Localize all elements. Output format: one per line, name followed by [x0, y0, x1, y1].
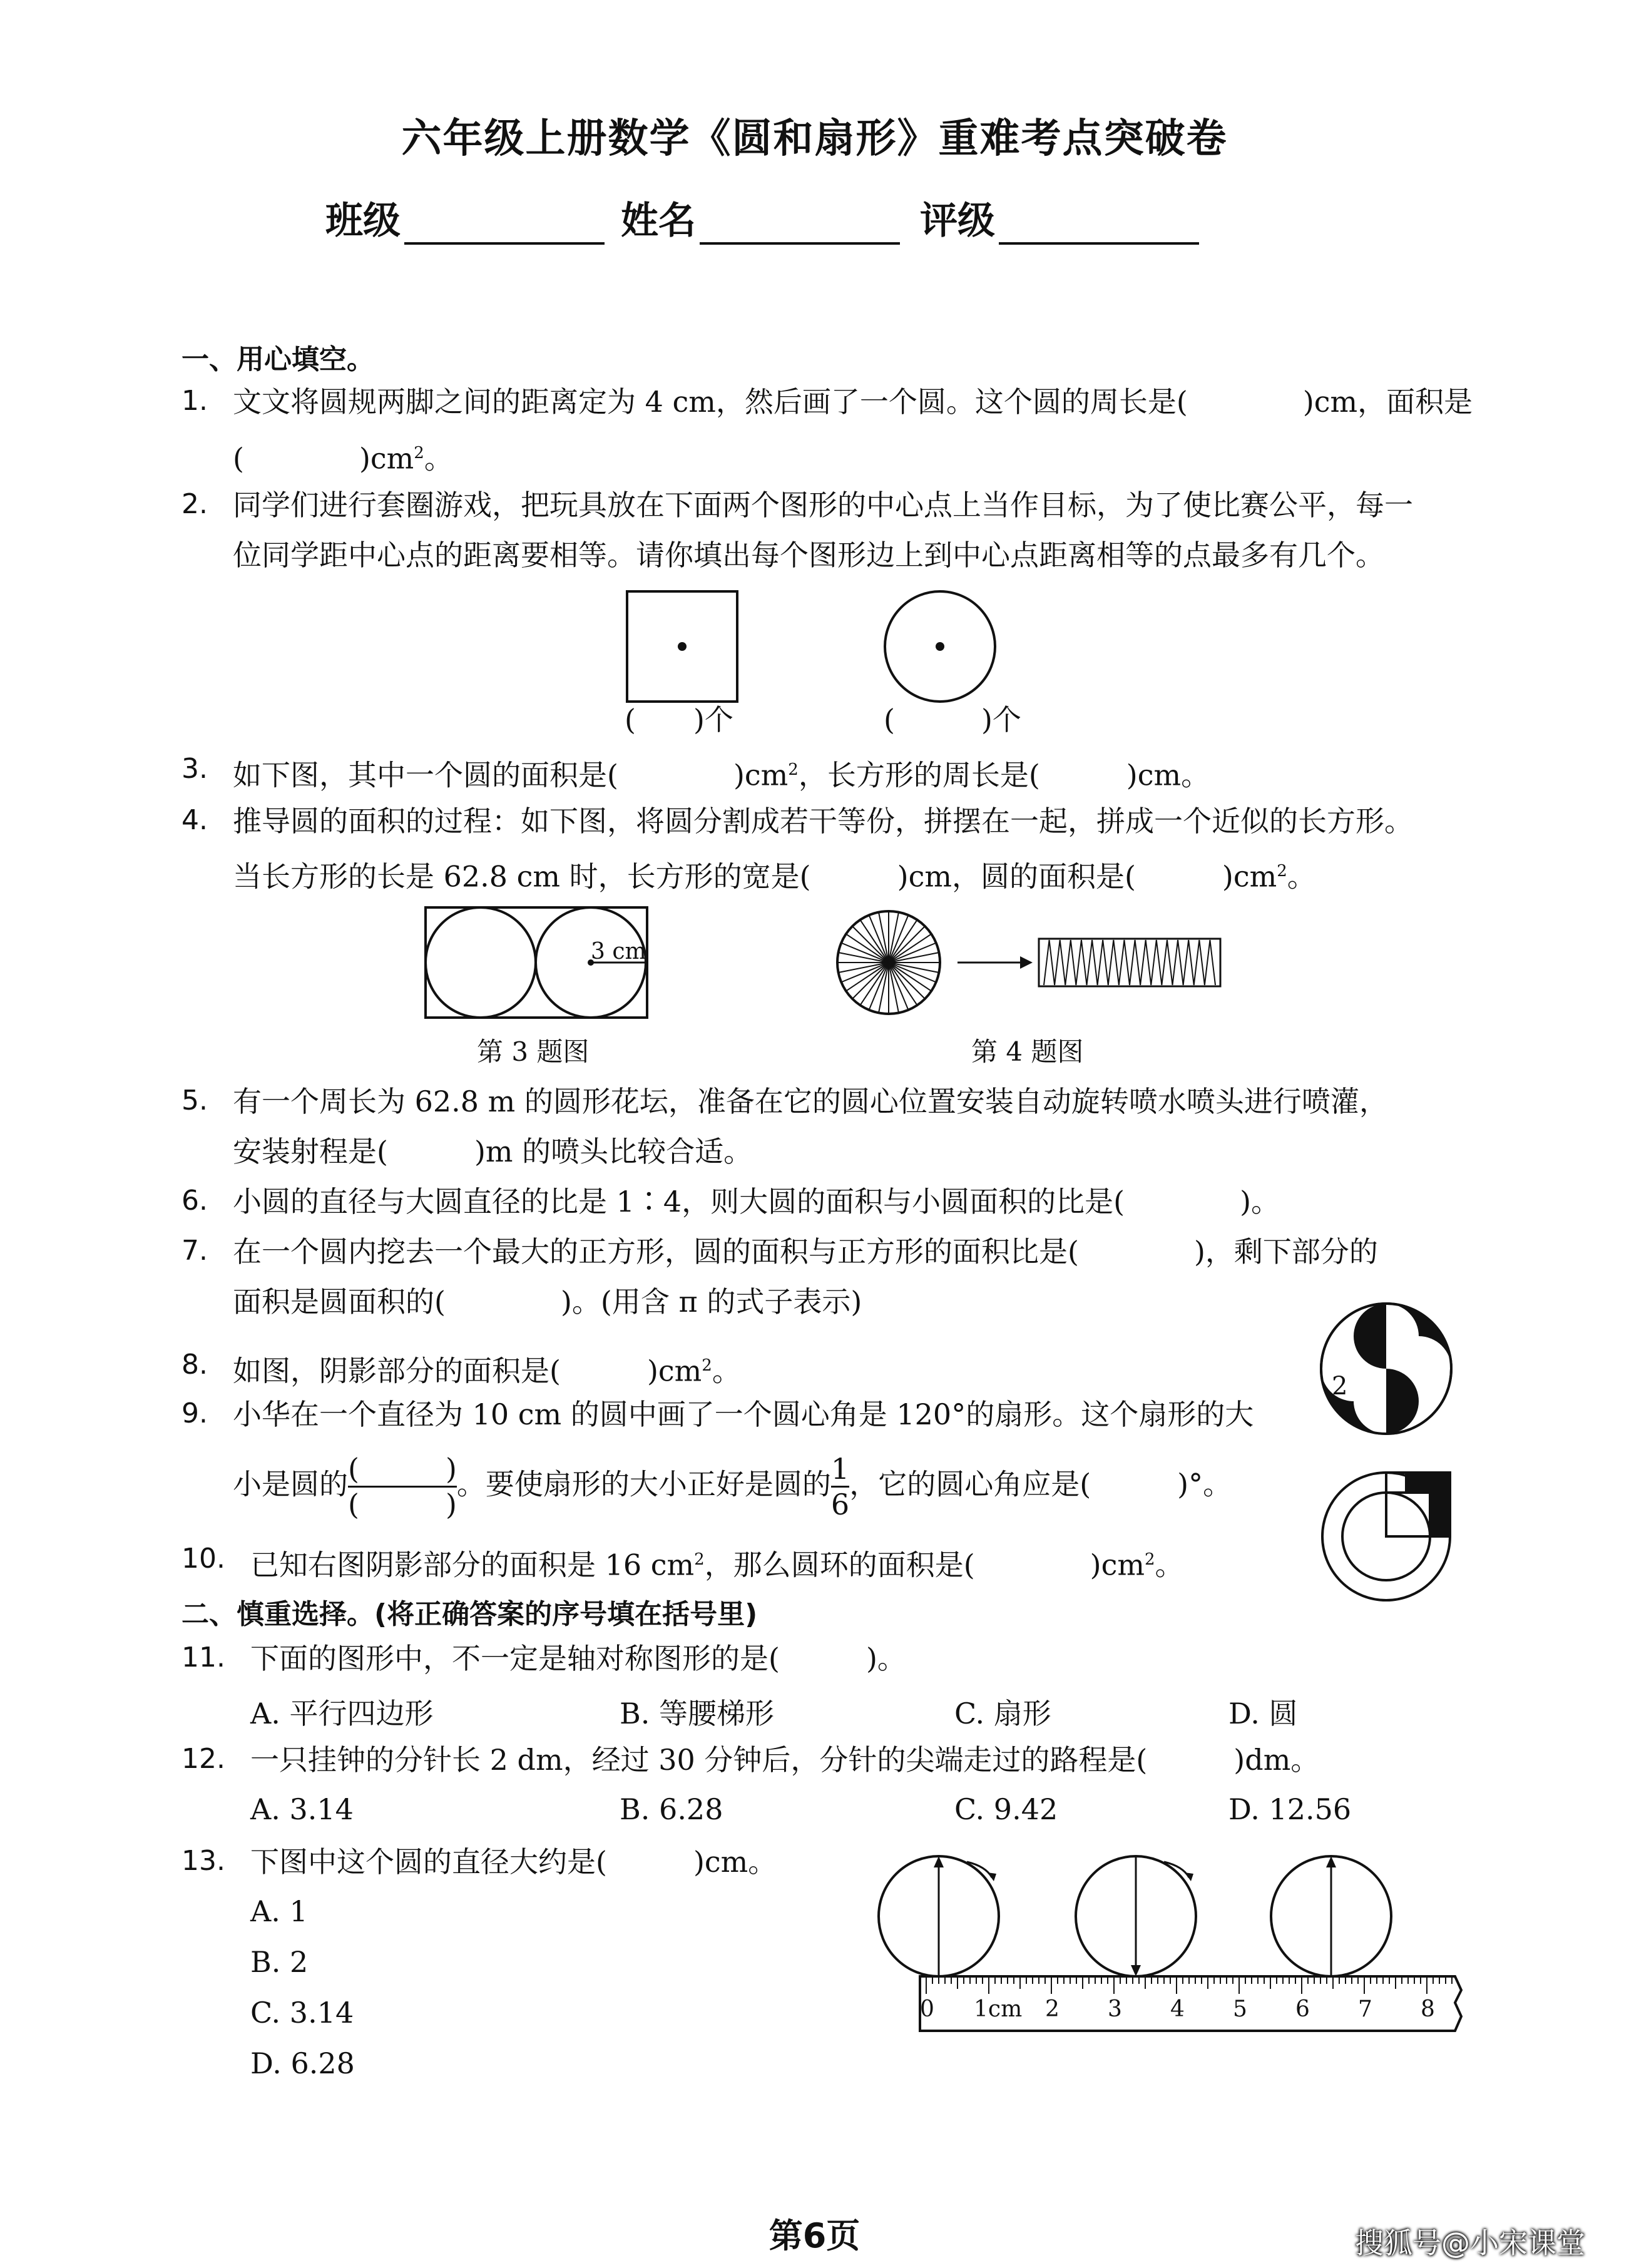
q13-option-a[interactable]: A. 1	[250, 1894, 308, 1928]
q10-text: 已知右图阴影部分的面积是 16 cm	[250, 1548, 695, 1582]
q9-line1: 小华在一个直径为 10 cm 的圆中画了一个圆心角是 120°的扇形。这个扇形的大	[233, 1397, 1254, 1431]
q2-line1: 同学们进行套圈游戏，把玩具放在下面两个图形的中心点上当作目标，为了使比赛公平，每一	[233, 488, 1413, 522]
q1-sup: 2	[414, 444, 424, 462]
q12-line: 一只挂钟的分针长 2 dm，经过 30 分钟后，分针的尖端走过的路程是( )dm。	[250, 1743, 1320, 1777]
q11-number: 11.	[181, 1642, 225, 1673]
q13-ruler-label: 7	[1358, 1996, 1372, 2022]
q7-line2: 面积是圆面积的( )。(用含 π 的式子表示)	[233, 1285, 862, 1319]
q13-ruler-label: 5	[1233, 1996, 1247, 2022]
q10-sup: 2	[694, 1550, 705, 1569]
class-label: 班级	[325, 199, 401, 243]
name-label: 姓名	[621, 199, 696, 243]
watermark: 搜狐号@小宋课堂	[1355, 2226, 1585, 2260]
q2-blank2[interactable]: ( )个	[884, 703, 1021, 737]
q13-ruler-label: 1cm	[974, 1996, 1023, 2022]
q1-line2-end: 。	[424, 441, 453, 476]
q3-text2: ，长方形的周长是( )cm。	[798, 758, 1210, 792]
q3-number: 3.	[181, 753, 208, 785]
page-title: 六年级上册数学《圆和扇形》重难考点突破卷	[401, 116, 1228, 162]
q11-option-d[interactable]: D. 圆	[1228, 1697, 1298, 1730]
q4-number: 4.	[181, 804, 208, 836]
q5-number: 5.	[181, 1085, 208, 1116]
q3-text: 如下图，其中一个圆的面积是( )cm	[233, 758, 789, 792]
q4-sup: 2	[1277, 862, 1287, 881]
q1-line2-text: ( )cm	[233, 441, 414, 476]
q10-text2: ，那么圆环的面积是( )cm	[704, 1548, 1145, 1582]
grade-label: 评级	[920, 199, 995, 243]
q5-line1: 有一个周长为 62.8 m 的圆形花坛，准备在它的圆心位置安装自动旋转喷水喷头进行喷灌，	[233, 1085, 1388, 1118]
q12-option-c[interactable]: C. 9.42	[954, 1792, 1058, 1826]
q8-text: 如图，阴影部分的面积是( )cm	[233, 1354, 702, 1388]
q9-text-c: ，它的圆心角应是( )°。	[849, 1467, 1232, 1501]
q12-option-a[interactable]: A. 3.14	[250, 1792, 354, 1826]
q5-line2: 安装射程是( )m 的喷头比较合适。	[233, 1135, 753, 1168]
q13-ruler-label: 6	[1295, 1996, 1310, 2022]
q6-line: 小圆的直径与大圆直径的比是 1∶4，则大圆的面积与小圆面积的比是( )。	[233, 1185, 1280, 1218]
q3-caption: 第 3 题图	[477, 1036, 590, 1067]
q12-option-b[interactable]: B. 6.28	[620, 1792, 723, 1826]
q11-option-a[interactable]: A. 平行四边形	[250, 1697, 434, 1730]
q4-caption: 第 4 题图	[971, 1036, 1084, 1067]
q9-text-b: 。要使扇形的大小正好是圆的	[456, 1467, 831, 1501]
q12-option-d[interactable]: D. 12.56	[1228, 1792, 1352, 1826]
q13-ruler-label: 2	[1045, 1996, 1060, 2022]
q13-option-d[interactable]: D. 6.28	[250, 2046, 355, 2080]
q2-number: 2.	[181, 488, 208, 520]
q13-ruler-label: 0	[920, 1996, 934, 2022]
q8-sup: 2	[702, 1356, 712, 1375]
q13-circle-3	[1271, 1856, 1391, 1976]
q13-ruler-label: 8	[1421, 1996, 1435, 2022]
q9-frac2-bottom: 6	[830, 1488, 850, 1521]
q13-line: 下图中这个圆的直径大约是( )cm。	[250, 1845, 777, 1879]
q7-number: 7.	[181, 1235, 208, 1267]
q4-line2-end: 。	[1287, 859, 1316, 894]
section1-heading: 一、用心填空。	[181, 344, 374, 375]
q1-line1: 文文将圆规两脚之间的距离定为 4 cm，然后画了一个圆。这个圆的周长是( )cm，面积是	[233, 385, 1473, 419]
q9-frac2-top: 1	[831, 1452, 849, 1488]
q13-option-c[interactable]: C. 3.14	[250, 1996, 354, 2030]
q2-blank1[interactable]: ( )个	[625, 703, 733, 737]
page-number: 第6页	[769, 2216, 860, 2255]
q13-ruler-label: 3	[1108, 1996, 1122, 2022]
q9-frac-bottom: ( )	[348, 1488, 457, 1521]
q3-radius-label: 3 cm	[591, 939, 646, 964]
q6-number: 6.	[181, 1185, 208, 1217]
q12-number: 12.	[181, 1743, 225, 1775]
q13-circle-1	[879, 1856, 999, 1976]
section2-heading: 二、慎重选择。(将正确答案的序号填在括号里)	[181, 1598, 758, 1630]
q10-sup2: 2	[1145, 1550, 1155, 1569]
q11-option-b[interactable]: B. 等腰梯形	[620, 1697, 775, 1730]
q9-frac-top: ( )	[348, 1452, 457, 1488]
q9-text-a: 小是圆的	[233, 1467, 348, 1501]
q13-number: 13.	[181, 1845, 225, 1877]
q13-option-b[interactable]: B. 2	[250, 1945, 309, 1979]
q8-number: 8.	[181, 1349, 208, 1381]
q10-number: 10.	[181, 1543, 225, 1575]
q9-number: 9.	[181, 1397, 208, 1429]
q1-number: 1.	[181, 385, 208, 417]
q8-end: 。	[712, 1354, 741, 1388]
q8-figure-label: 2	[1332, 1372, 1348, 1401]
q11-line: 下面的图形中，不一定是轴对称图形的是( )。	[250, 1642, 906, 1675]
q11-option-c[interactable]: C. 扇形	[954, 1697, 1051, 1730]
q13-circle-2	[1076, 1856, 1196, 1976]
q13-ruler-label: 4	[1170, 1996, 1185, 2022]
q4-line2-text: 当长方形的长是 62.8 cm 时，长方形的宽是( )cm，圆的面积是( )cm	[233, 859, 1277, 894]
q3-sup: 2	[788, 760, 799, 779]
q4-line1: 推导圆的面积的过程：如下图，将圆分割成若干等份，拼摆在一起，拼成一个近似的长方形。	[233, 804, 1413, 838]
q2-line2: 位同学距中心点的距离要相等。请你填出每个图形边上到中心点距离相等的点最多有几个。	[233, 538, 1384, 572]
q10-end: 。	[1155, 1548, 1184, 1582]
q7-line1: 在一个圆内挖去一个最大的正方形，圆的面积与正方形的面积比是( )，剩下部分的	[233, 1235, 1378, 1269]
